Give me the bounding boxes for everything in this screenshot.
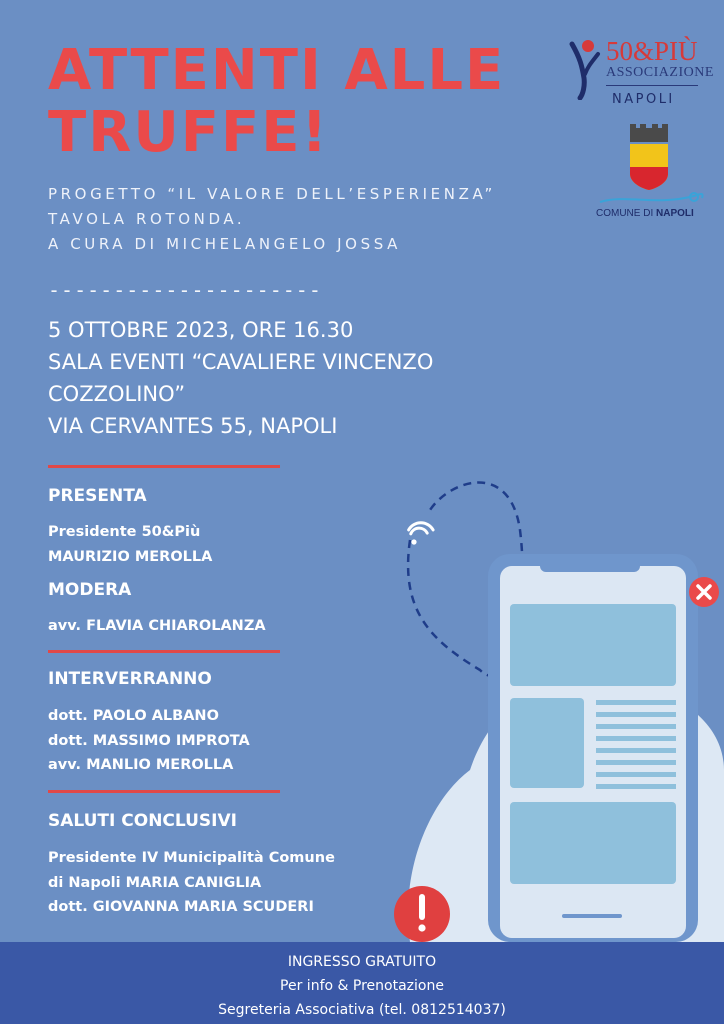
screen-card-bottom bbox=[510, 802, 676, 884]
title-line-2: TRUFFE! bbox=[48, 100, 330, 165]
logo-rule bbox=[606, 85, 698, 86]
event-address: VIA CERVANTES 55, NAPOLI bbox=[48, 414, 338, 438]
event-venue-line-1: SALA EVENTI “CAVALIERE VINCENZO bbox=[48, 350, 434, 374]
associazione-brand: 50&PIÙ bbox=[606, 36, 698, 66]
associazione-logo bbox=[568, 36, 714, 116]
event-date: 5 OTTOBRE 2023, ORE 16.30 bbox=[48, 318, 354, 342]
subtitle-line-2: TAVOLA ROTONDA. bbox=[48, 210, 246, 228]
home-indicator bbox=[562, 914, 622, 918]
associazione-subtitle: ASSOCIAZIONE bbox=[606, 65, 714, 80]
presenta-heading: PRESENTA bbox=[48, 486, 147, 506]
associazione-city: NAPOLI bbox=[612, 92, 675, 107]
presenta-line: MAURIZIO MEROLLA bbox=[48, 548, 213, 565]
person-figure-icon bbox=[568, 38, 604, 100]
phone-notch bbox=[540, 560, 640, 572]
speaker-line: dott. PAOLO ALBANO bbox=[48, 708, 219, 724]
saluti-line: dott. GIOVANNA MARIA SCUDERI bbox=[48, 899, 314, 915]
footer-admission: INGRESSO GRATUITO bbox=[287, 954, 437, 970]
screen-card-left bbox=[510, 698, 584, 788]
subtitle-line-3: A CURA DI MICHELANGELO JOSSA bbox=[48, 235, 401, 253]
modera-line: avv. FLAVIA CHIAROLANZA bbox=[48, 618, 266, 634]
footer-band bbox=[0, 942, 724, 1024]
presenta-line: Presidente 50&Più bbox=[48, 524, 201, 540]
footer-contact: Segreteria Associativa (tel. 0812514037) bbox=[218, 1002, 506, 1018]
alert-icon bbox=[394, 886, 450, 942]
comune-city: NAPOLI bbox=[656, 208, 694, 219]
saluti-line: di Napoli MARIA CANIGLIA bbox=[48, 874, 262, 891]
interverranno-body bbox=[48, 704, 250, 778]
saluti-body bbox=[48, 846, 335, 920]
speaker-line: dott. MASSIMO IMPROTA bbox=[48, 732, 250, 749]
close-icon bbox=[689, 577, 719, 607]
presenta-body bbox=[48, 520, 212, 569]
title-line-1: ATTENTI ALLE bbox=[48, 38, 506, 103]
modera-heading: MODERA bbox=[48, 580, 132, 600]
event-venue-line-2: COZZOLINO” bbox=[48, 382, 186, 406]
footer-info: Per info & Prenotazione bbox=[280, 978, 444, 994]
section-divider-1 bbox=[48, 465, 280, 468]
screen-card-top bbox=[510, 604, 676, 686]
saluti-heading: SALUTI CONCLUSIVI bbox=[48, 811, 237, 831]
event-info bbox=[48, 314, 488, 442]
poster-title bbox=[48, 40, 548, 164]
comune-logo bbox=[596, 122, 706, 232]
interverranno-heading: INTERVERRANNO bbox=[48, 669, 212, 689]
coat-of-arms-icon bbox=[596, 122, 706, 208]
speaker-line: avv. MANLIO MEROLLA bbox=[48, 757, 234, 773]
modera-body bbox=[48, 614, 266, 639]
comune-label bbox=[596, 208, 706, 219]
project-subtitle bbox=[48, 182, 496, 257]
dashed-divider: --------------------- bbox=[48, 278, 322, 302]
saluti-line: Presidente IV Municipalità Comune bbox=[48, 850, 335, 866]
comune-prefix: COMUNE DI bbox=[596, 208, 656, 219]
section-divider-2 bbox=[48, 650, 280, 653]
subtitle-line-1: PROGETTO “IL VALORE DELL’ESPERIENZA” bbox=[48, 185, 496, 203]
section-divider-3 bbox=[48, 790, 280, 793]
smartphone-illustration bbox=[390, 470, 724, 942]
wifi-icon bbox=[409, 517, 434, 544]
